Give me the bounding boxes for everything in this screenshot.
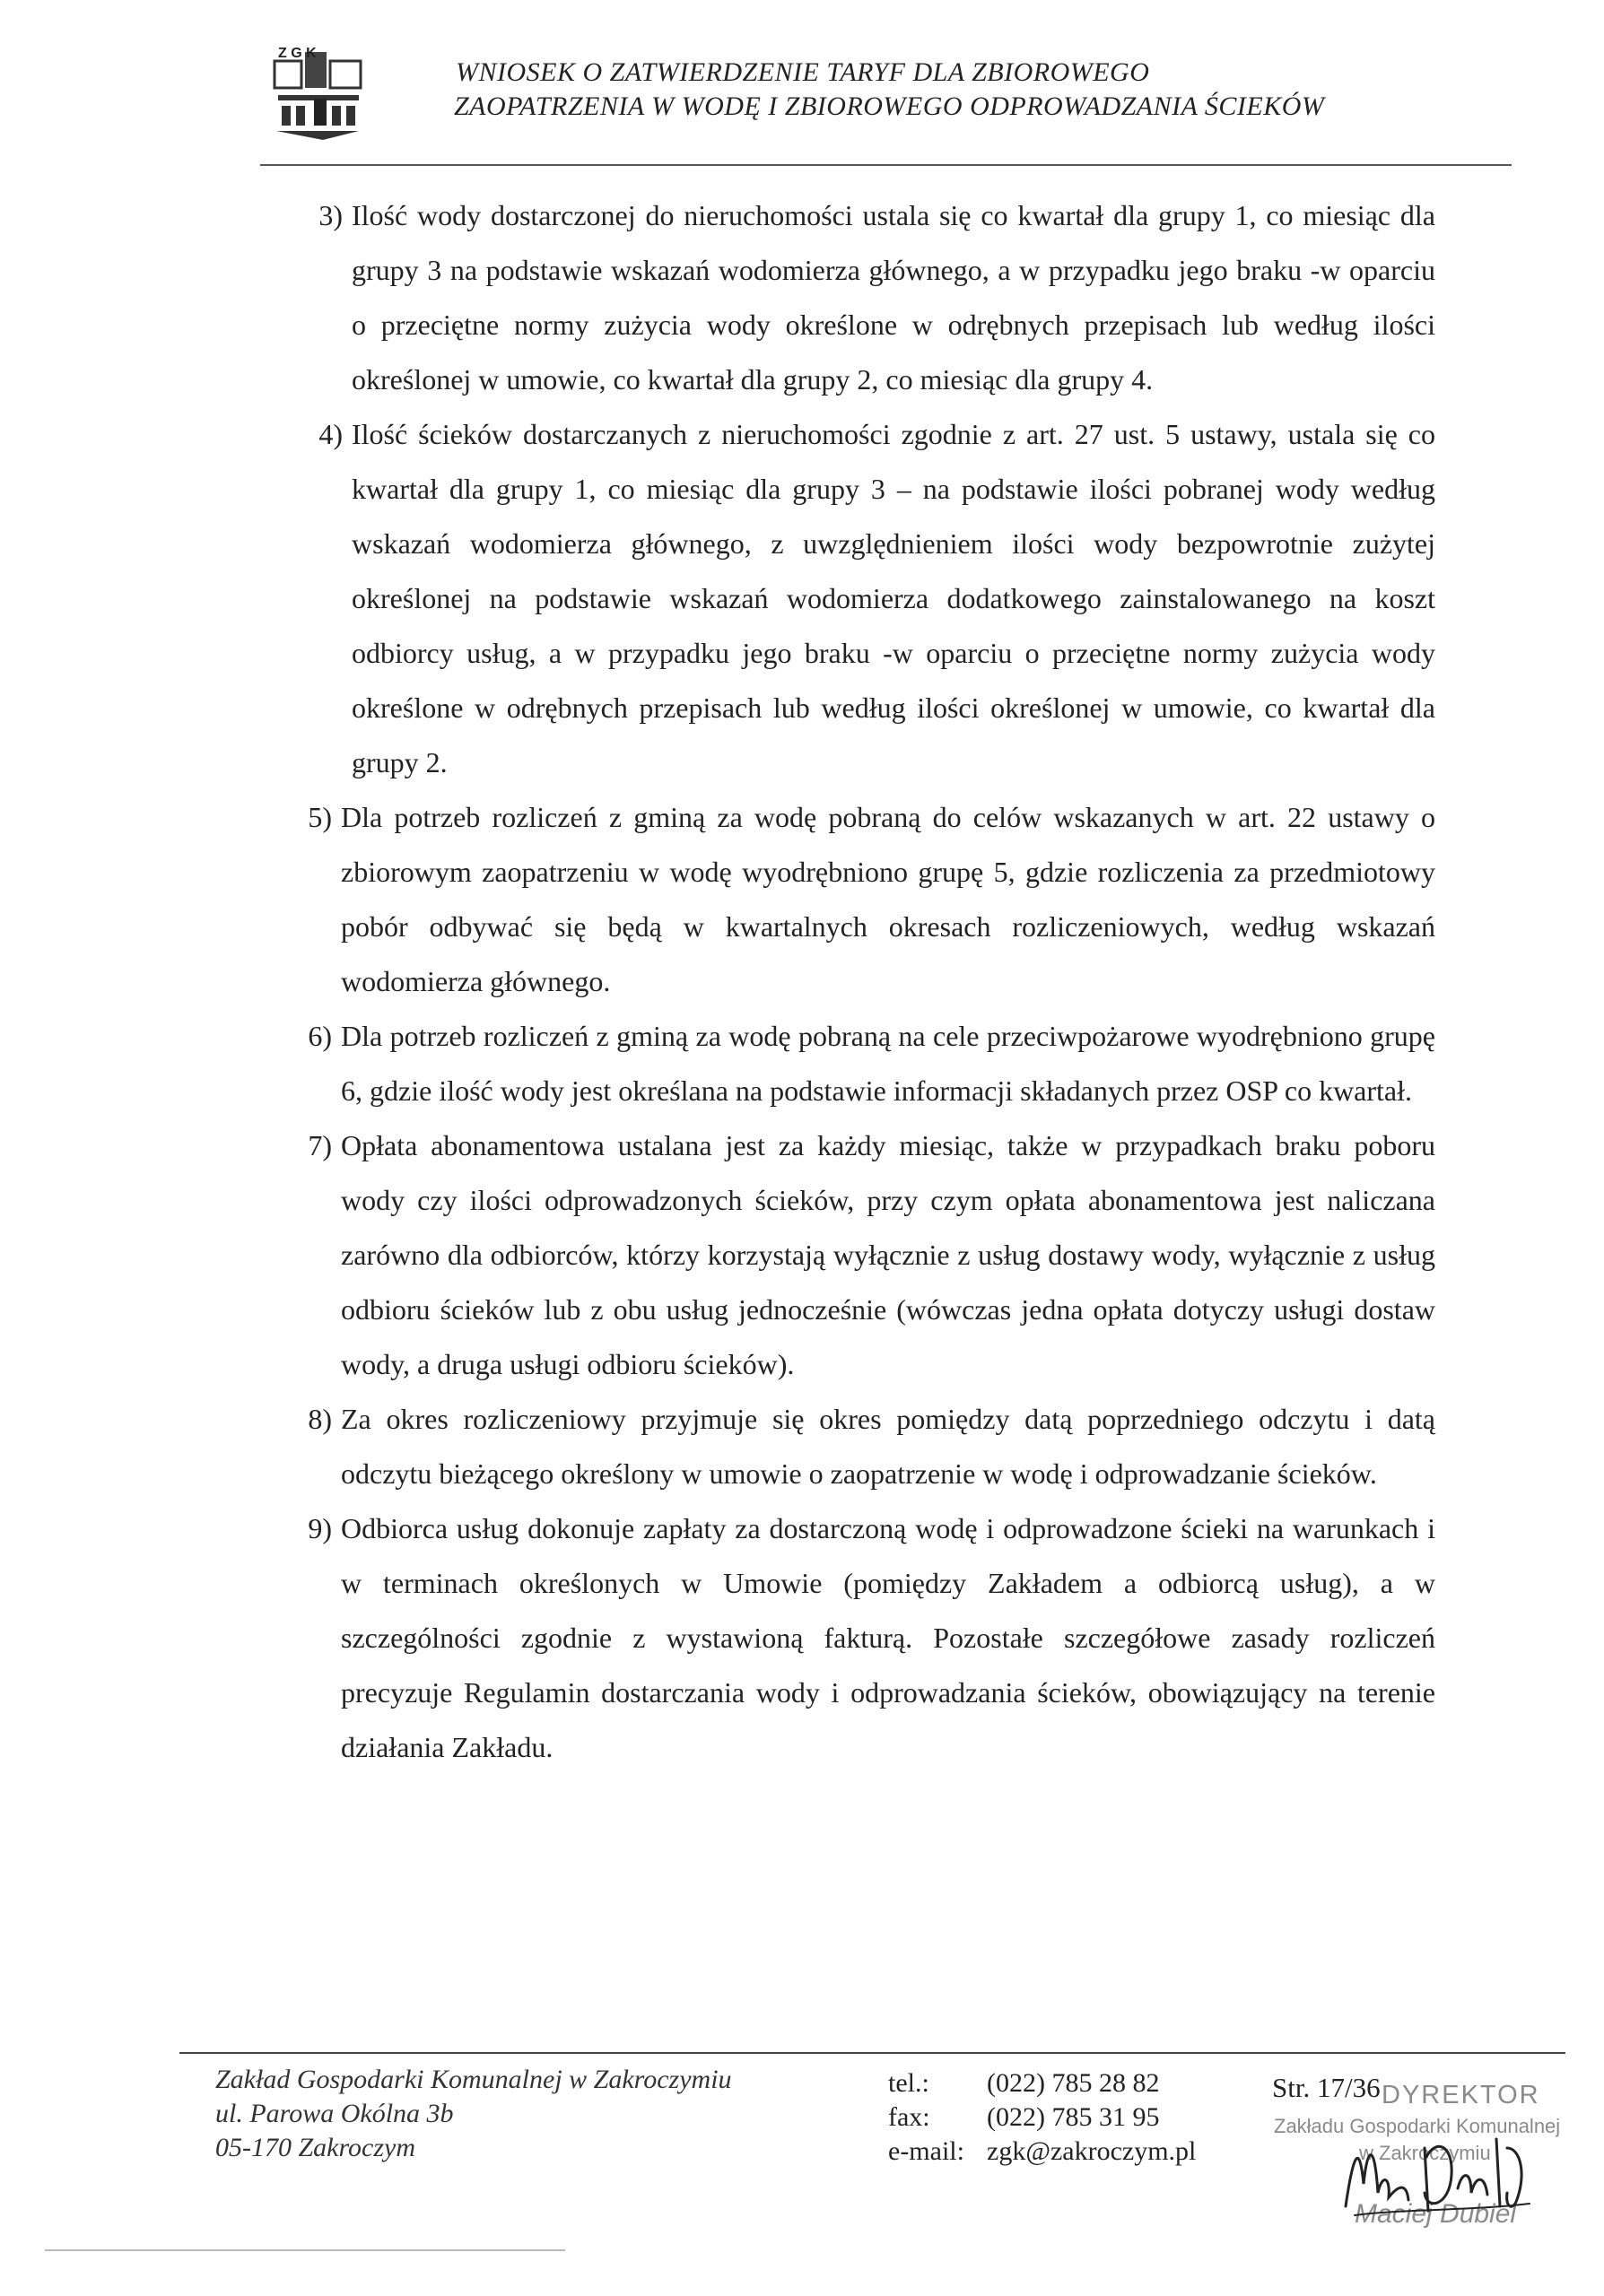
list-item-number: 4) (318, 418, 343, 450)
title-line-1: WNIOSEK O ZATWIERDZENIE TARYF DLA ZBIOROWEGO (456, 57, 1150, 87)
list-item (269, 1501, 1435, 1775)
document-header (269, 36, 1507, 152)
page-number: Str. 17/36 (1272, 2072, 1381, 2103)
list-item-text: Za okres rozliczeniowy przyjmuje się okres pomiędzy datą poprzedniego odczytu i datą odczytu bieżącego określony w umowie o zaopatrzenie w wodę i odprowadzanie ścieków. (341, 1403, 1435, 1490)
phone-row (888, 2066, 1196, 2100)
list-item-text: Dla potrzeb rozliczeń z gminą za wodę pobraną na cele przeciwpożarowe wyodrębniono grupę 6, gdzie ilość wody jest określana na podstawie informacji składanych przez OSP co kwartał. (341, 1020, 1435, 1107)
svg-text:Z G K: Z G K (278, 46, 317, 61)
handwritten-signature (1337, 2121, 1543, 2229)
fax-number: (022) 785 31 95 (987, 2102, 1160, 2132)
phone-label: tel.: (888, 2068, 929, 2098)
bottom-divider (45, 2249, 565, 2251)
list-item-text: Ilość wody dostarczonej do nieruchomości ustala się co kwartał dla grupy 1, co miesiąc dla grupy 3 na podstawie wskazań wodomierza głównego, a w przypadku jego braku -w oparciu o przeciętne normy zużycia wody określone w odrębnych przepisach lub według ilości określonej w umowie, co kwartał dla grupy 2, co miesiąc dla grupy 4. (352, 199, 1435, 396)
company-address (215, 2063, 732, 2165)
list-item-number: 3) (318, 199, 343, 231)
list-item-number: 8) (308, 1403, 332, 1435)
fax-row (888, 2100, 1196, 2135)
company-city: 05-170 Zakroczym (215, 2133, 416, 2162)
company-street: ul. Parowa Okólna 3b (215, 2099, 454, 2128)
phone-number: (022) 785 28 82 (987, 2068, 1160, 2098)
list-item-text: Opłata abonamentowa ustalana jest za każdy miesiąc, także w przypadkach braku poboru wody czy ilości odprowadzonych ścieków, przy czym opłata abonamentowa jest naliczana zarówno dla odbiorców, którzy korzystają wyłącznie z usług dostawy wody, wyłącznie z usług odbioru ścieków lub z obu usług jednocześnie (wówczas jedna opłata dotyczy usługi dostaw wody, a druga usługi odbioru ścieków). (341, 1129, 1435, 1380)
stamp-title: DYREKTOR (1382, 2081, 1540, 2109)
zgk-logo-icon (269, 43, 368, 142)
list-item (269, 1118, 1435, 1392)
list-item (269, 790, 1435, 1009)
stamp-name: Maciej Dubiel (1355, 2199, 1517, 2229)
stamp-location: w Zakroczymiu (1359, 2142, 1491, 2164)
list-item-number: 5) (308, 801, 332, 833)
document-body (269, 188, 1435, 1775)
email-label: e-mail: (888, 2136, 964, 2166)
list-item (269, 1009, 1435, 1118)
list-item-text: Ilość ścieków dostarczanych z nieruchomości zgodnie z art. 27 ust. 5 ustawy, ustala się co kwartał dla grupy 1, co miesiąc dla grupy 3 – na podstawie ilości pobranej wody według wskazań wodomierza głównego, z uwzględnieniem ilości wody bezpowrotnie zużytej określonej na podstawie wskazań wodomierza dodatkowego zainstalowanego na koszt odbiorcy usług, a w przypadku jego braku -w oparciu o przeciętne normy zużycia wody określone w odrębnych przepisach lub według ilości określonej w umowie, co kwartał dla grupy 2. (352, 418, 1435, 778)
header-divider (260, 164, 1512, 166)
email-address: zgk@zakroczym.pl (987, 2136, 1197, 2166)
list-item (280, 188, 1435, 407)
title-line-2: ZAOPATRZENIA W WODĘ I ZBIOROWEGO ODPROWADZANIA ŚCIEKÓW (454, 91, 1325, 121)
list-item-text: Odbiorca usług dokonuje zapłaty za dostarczoną wodę i odprowadzone ścieki na warunkach i w terminach określonych w Umowie (pomiędzy Zakładem a odbiorcą usług), a w szczególności zgodnie z wystawioną fakturą. Pozostałe szczegółowe zasady rozliczeń precyzuje Regulamin dostarczania wody i odprowadzania ścieków, obowiązujący na terenie działania Zakładu. (341, 1512, 1435, 1763)
email-row (888, 2135, 1196, 2169)
fax-label: fax: (888, 2102, 930, 2132)
company-name: Zakład Gospodarki Komunalnej w Zakroczymiu (215, 2065, 732, 2094)
list-item-number: 6) (308, 1020, 332, 1052)
stamp-organization: Zakładu Gospodarki Komunalnej (1274, 2115, 1561, 2137)
list-item-number: 9) (308, 1512, 332, 1544)
document-title (456, 56, 1324, 124)
list-item (280, 407, 1435, 790)
contact-info (888, 2066, 1196, 2169)
list-item-text: Dla potrzeb rozliczeń z gminą za wodę pobraną do celów wskazanych w art. 22 ustawy o zbiorowym zaopatrzeniu w wodę wyodrębniono grupę 5, gdzie rozliczenia za przedmiotowy pobór odbywać się będą w kwartalnych okresach rozliczeniowych, według wskazań wodomierza głównego. (341, 801, 1435, 997)
footer-divider (179, 2052, 1565, 2054)
list-item-number: 7) (308, 1129, 332, 1161)
list-item (269, 1392, 1435, 1501)
